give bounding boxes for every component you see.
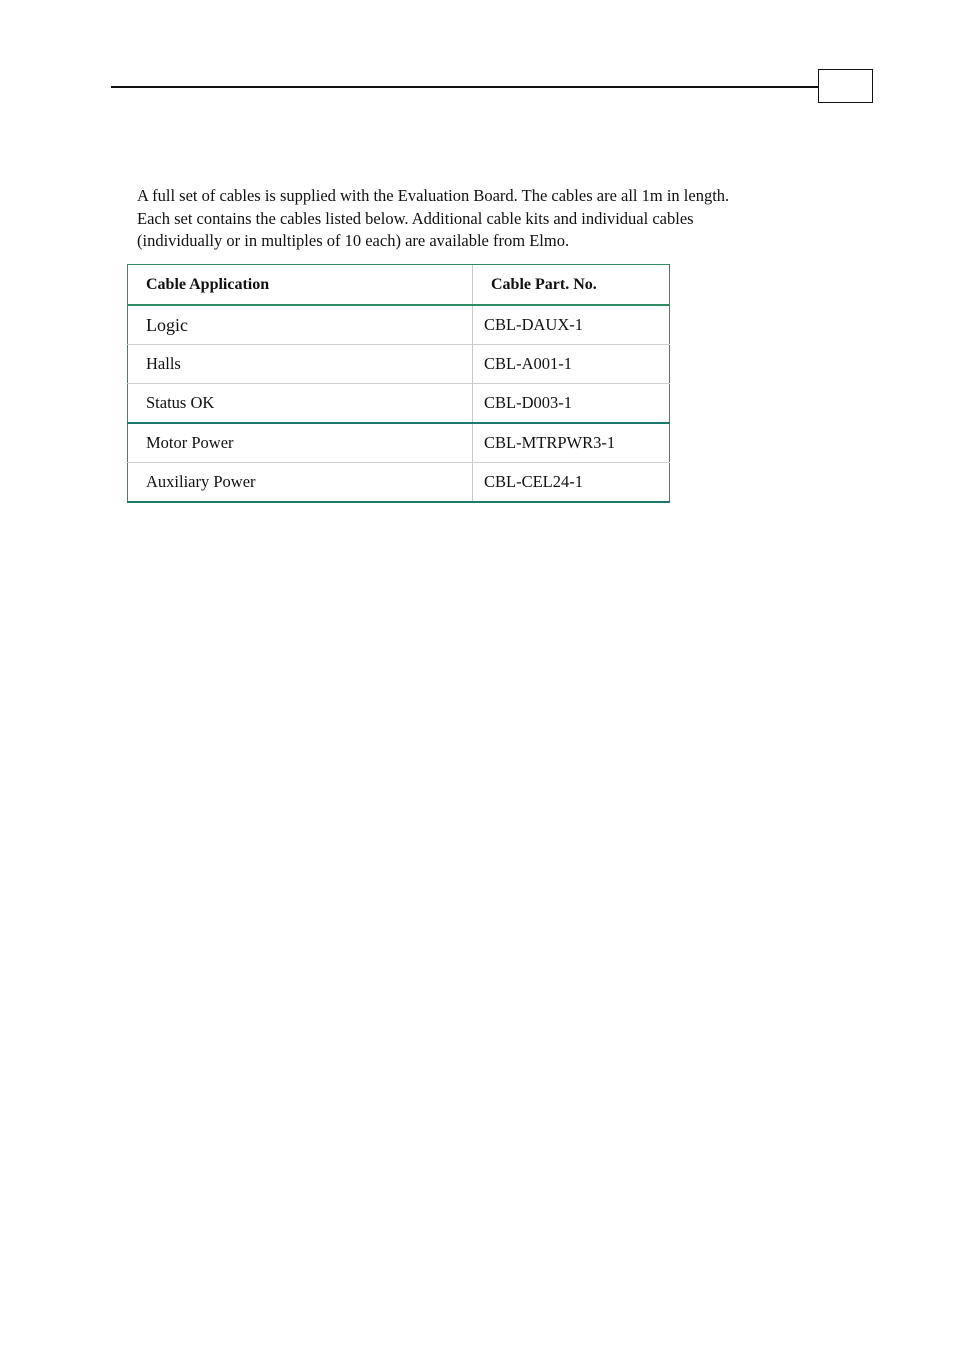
header-cable-part-no: Cable Part. No. — [473, 265, 670, 306]
cell-part-no: CBL-MTRPWR3-1 — [473, 423, 670, 463]
cell-part-no: CBL-DAUX-1 — [473, 305, 670, 345]
table-header-row — [128, 265, 670, 306]
cell-part-no: CBL-A001-1 — [473, 345, 670, 384]
header-cable-application: Cable Application — [128, 265, 473, 306]
intro-paragraph — [137, 185, 837, 253]
cell-application: Halls — [128, 345, 473, 384]
cell-application: Auxiliary Power — [128, 463, 473, 503]
cell-application: Motor Power — [128, 423, 473, 463]
table-row — [128, 384, 670, 424]
header-rule — [111, 86, 819, 88]
intro-line: (individually or in multiples of 10 each) are available from Elmo. — [137, 231, 570, 250]
table-row — [128, 463, 670, 503]
cell-part-no: CBL-CEL24-1 — [473, 463, 670, 503]
cell-application: Logic — [128, 305, 473, 345]
intro-line: A full set of cables is supplied with the Evaluation Board. The cables are all 1m in length. — [137, 186, 730, 205]
table-row — [128, 305, 670, 345]
intro-line: Each set contains the cables listed below. Additional cable kits and individual cables — [137, 208, 694, 228]
table-row — [128, 423, 670, 463]
cell-application: Status OK — [128, 384, 473, 424]
cable-table — [127, 264, 670, 503]
table-row — [128, 345, 670, 384]
page-number-box — [818, 69, 873, 103]
cell-part-no: CBL-D003-1 — [473, 384, 670, 424]
